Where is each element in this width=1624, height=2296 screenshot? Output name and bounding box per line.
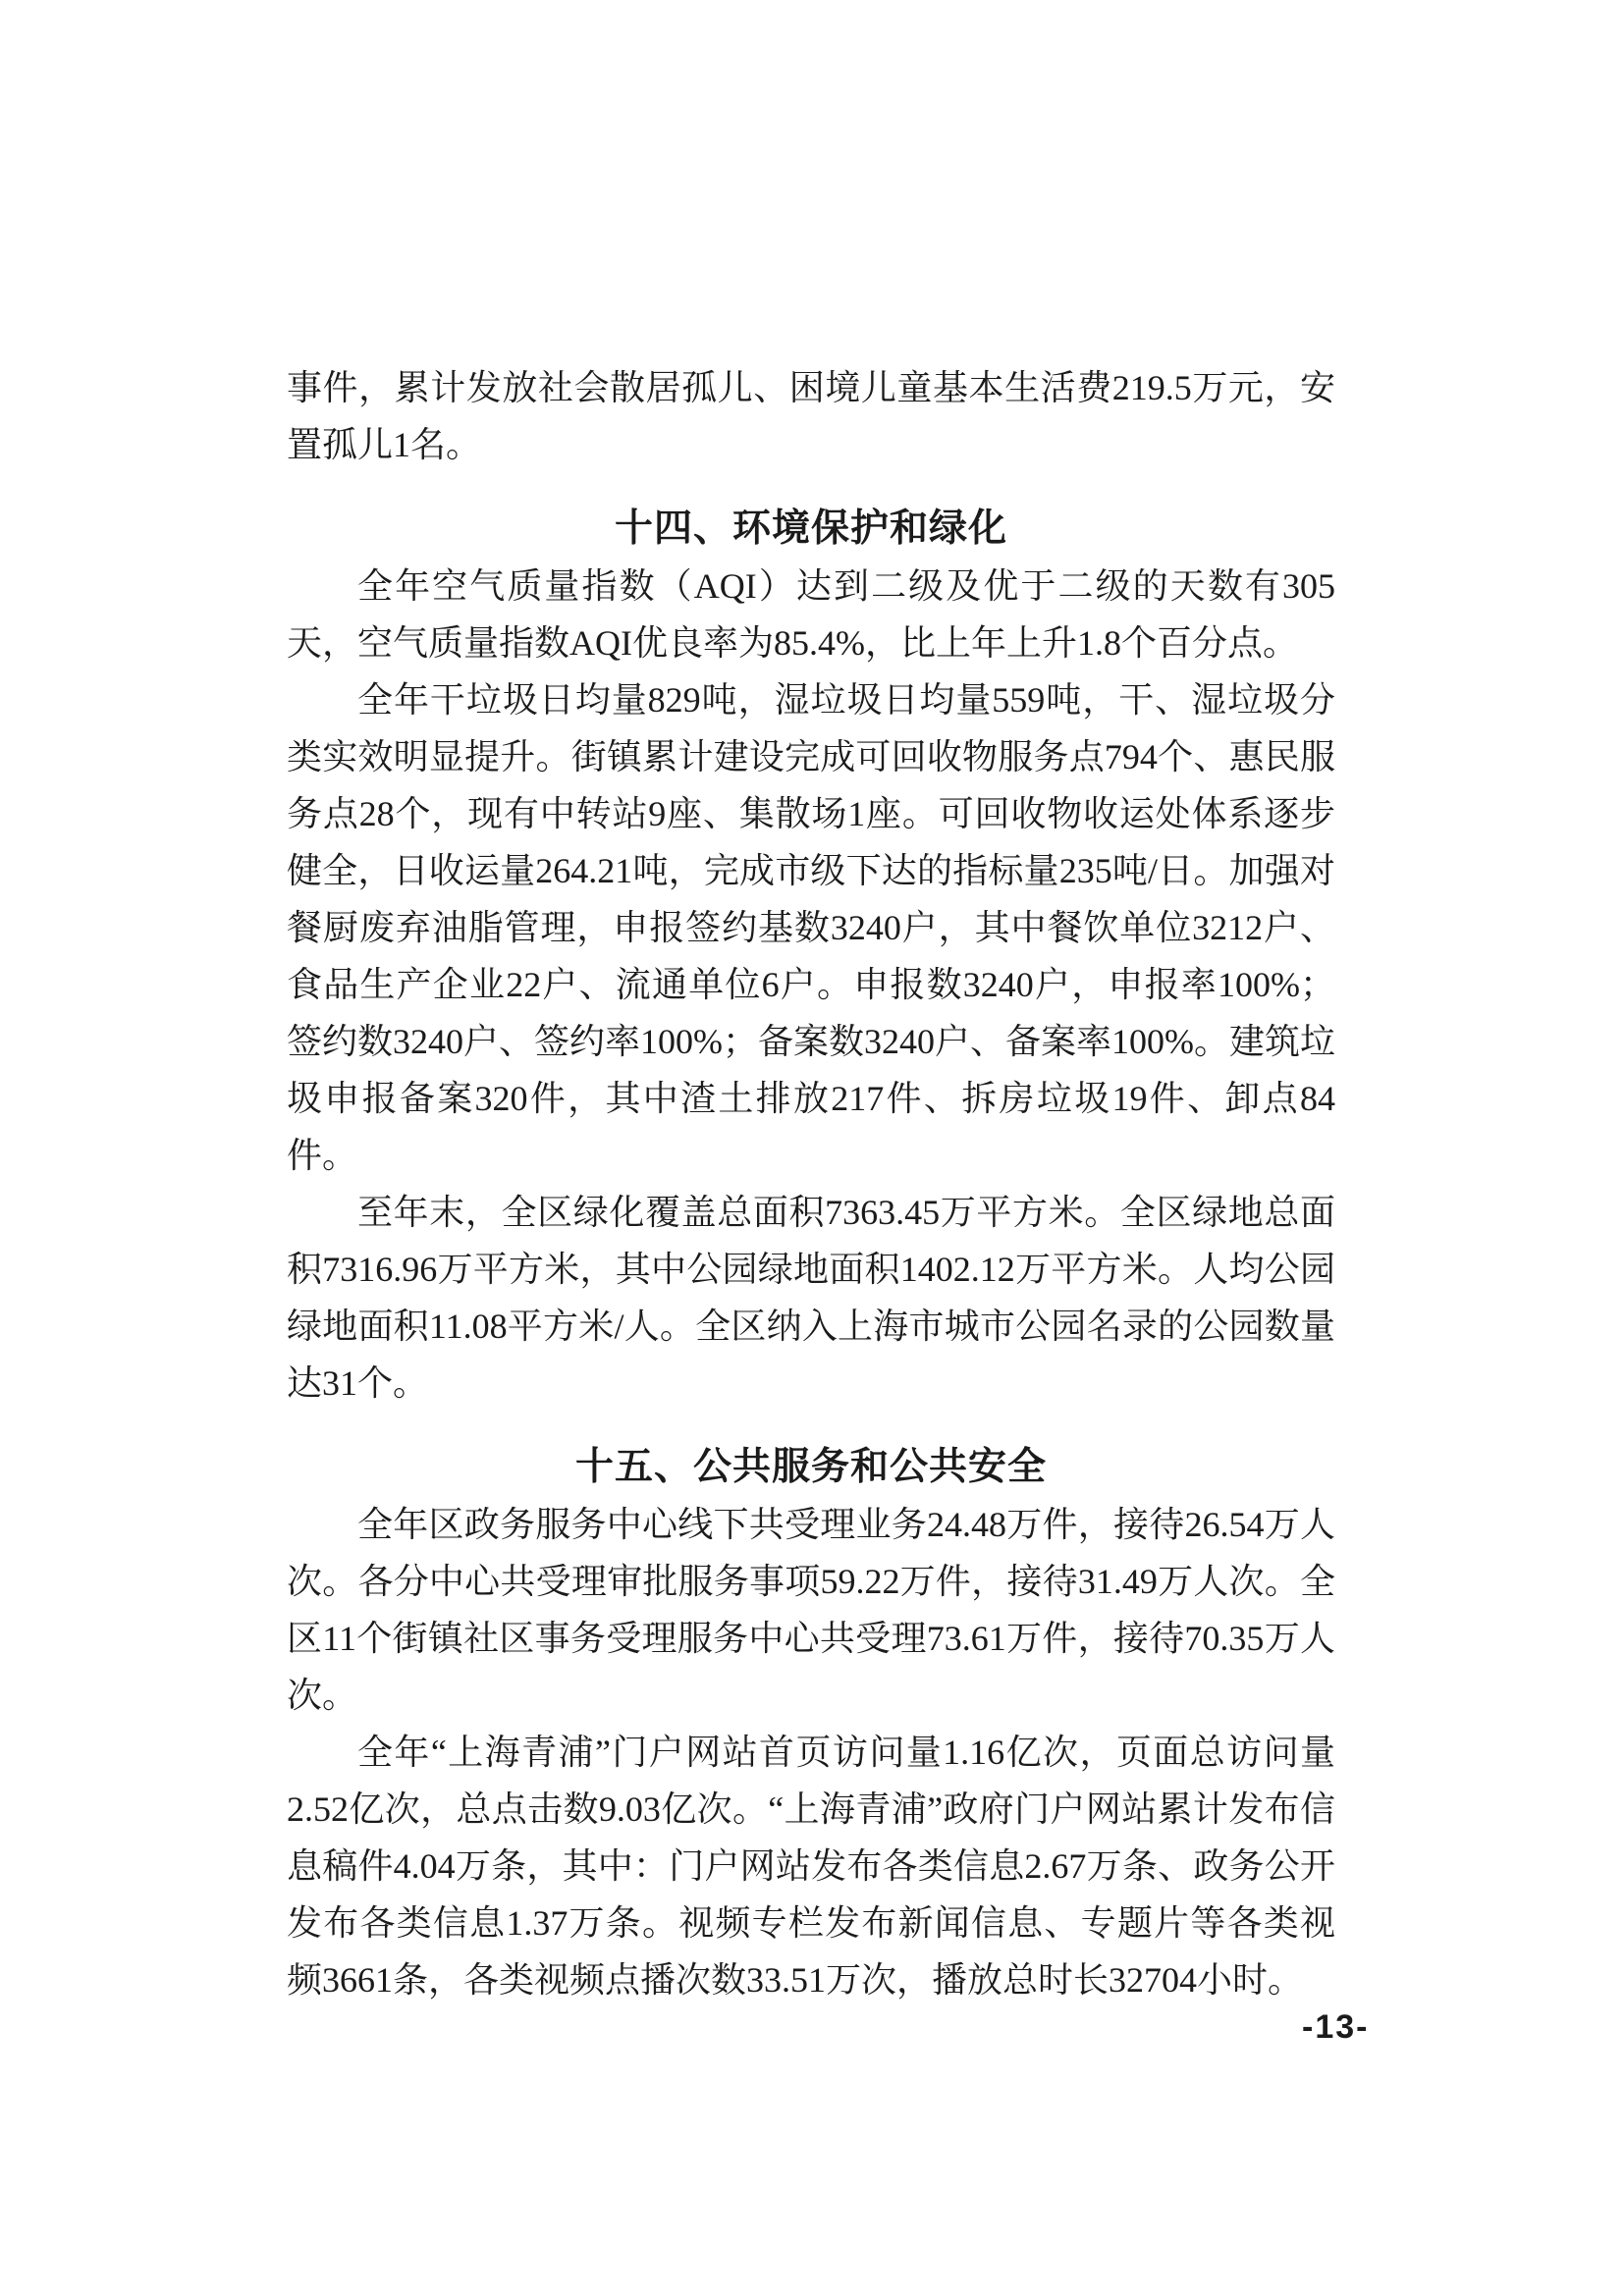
paragraph-orphan-support-continuation: 事件，累计发放社会散居孤儿、困境儿童基本生活费219.5万元，安置孤儿1名。 — [287, 368, 1335, 464]
paragraph-air-quality: 全年空气质量指数（AQI）达到二级及优于二级的天数有305天，空气质量指数AQI优良率为85.4%，比上年上升1.8个百分点。 — [287, 566, 1335, 663]
section-heading-public-service-safety: 十五、公共服务和公共安全 — [574, 1446, 1047, 1488]
paragraph-portal-website: 全年“上海青浦”门户网站首页访问量1.16亿次，页面总访问量2.52亿次，总点击数9.03亿次。“上海青浦”政府门户网站累计发布信息稿件4.04万条，其中：门户网站发布各类信息2.67万条、政务公开发布各类信息1.37万条。视频专栏发布新闻信息、专题片等各类视频3661条，各类视频点播次数33.51万次，播放总时长32704小时。 — [287, 1733, 1335, 2000]
paragraph-waste-management: 全年干垃圾日均量829吨，湿垃圾日均量559吨，干、湿垃圾分类实效明显提升。街镇累计建设完成可回收物服务点794个、惠民服务点28个，现有中转站9座、集散场1座。可回收物收运处体系逐步健全，日收运量264.21吨，完成市级下达的指标量235吨/日。加强对餐厨废弃油脂管理，申报签约基数3240户，其中餐饮单位3212户、食品生产企业22户、流通单位6户。申报数3240户，申报率100%；签约数3240户、签约率100%；备案数3240户、备案率100%。建筑垃圾申报备案320件，其中渣土排放217件、拆房垃圾19件、卸点84件。 — [287, 680, 1335, 1175]
paragraph-green-coverage: 至年末，全区绿化覆盖总面积7363.45万平方米。全区绿地总面积7316.96万平方米，其中公园绿地面积1402.12万平方米。人均公园绿地面积11.08平方米/人。全区纳入上海市城市公园名录的公园数量达31个。 — [287, 1193, 1335, 1403]
document-content — [287, 359, 1335, 2008]
section-heading-environment-greening: 十四、环境保护和绿化 — [614, 507, 1007, 550]
paragraph-government-service-center: 全年区政务服务中心线下共受理业务24.48万件，接待26.54万人次。各分中心共受理审批服务事项59.22万件，接待31.49万人次。全区11个街镇社区事务受理服务中心共受理73.61万件，接待70.35万人次。 — [287, 1505, 1335, 1715]
page-number: -13- — [1302, 2008, 1370, 2046]
